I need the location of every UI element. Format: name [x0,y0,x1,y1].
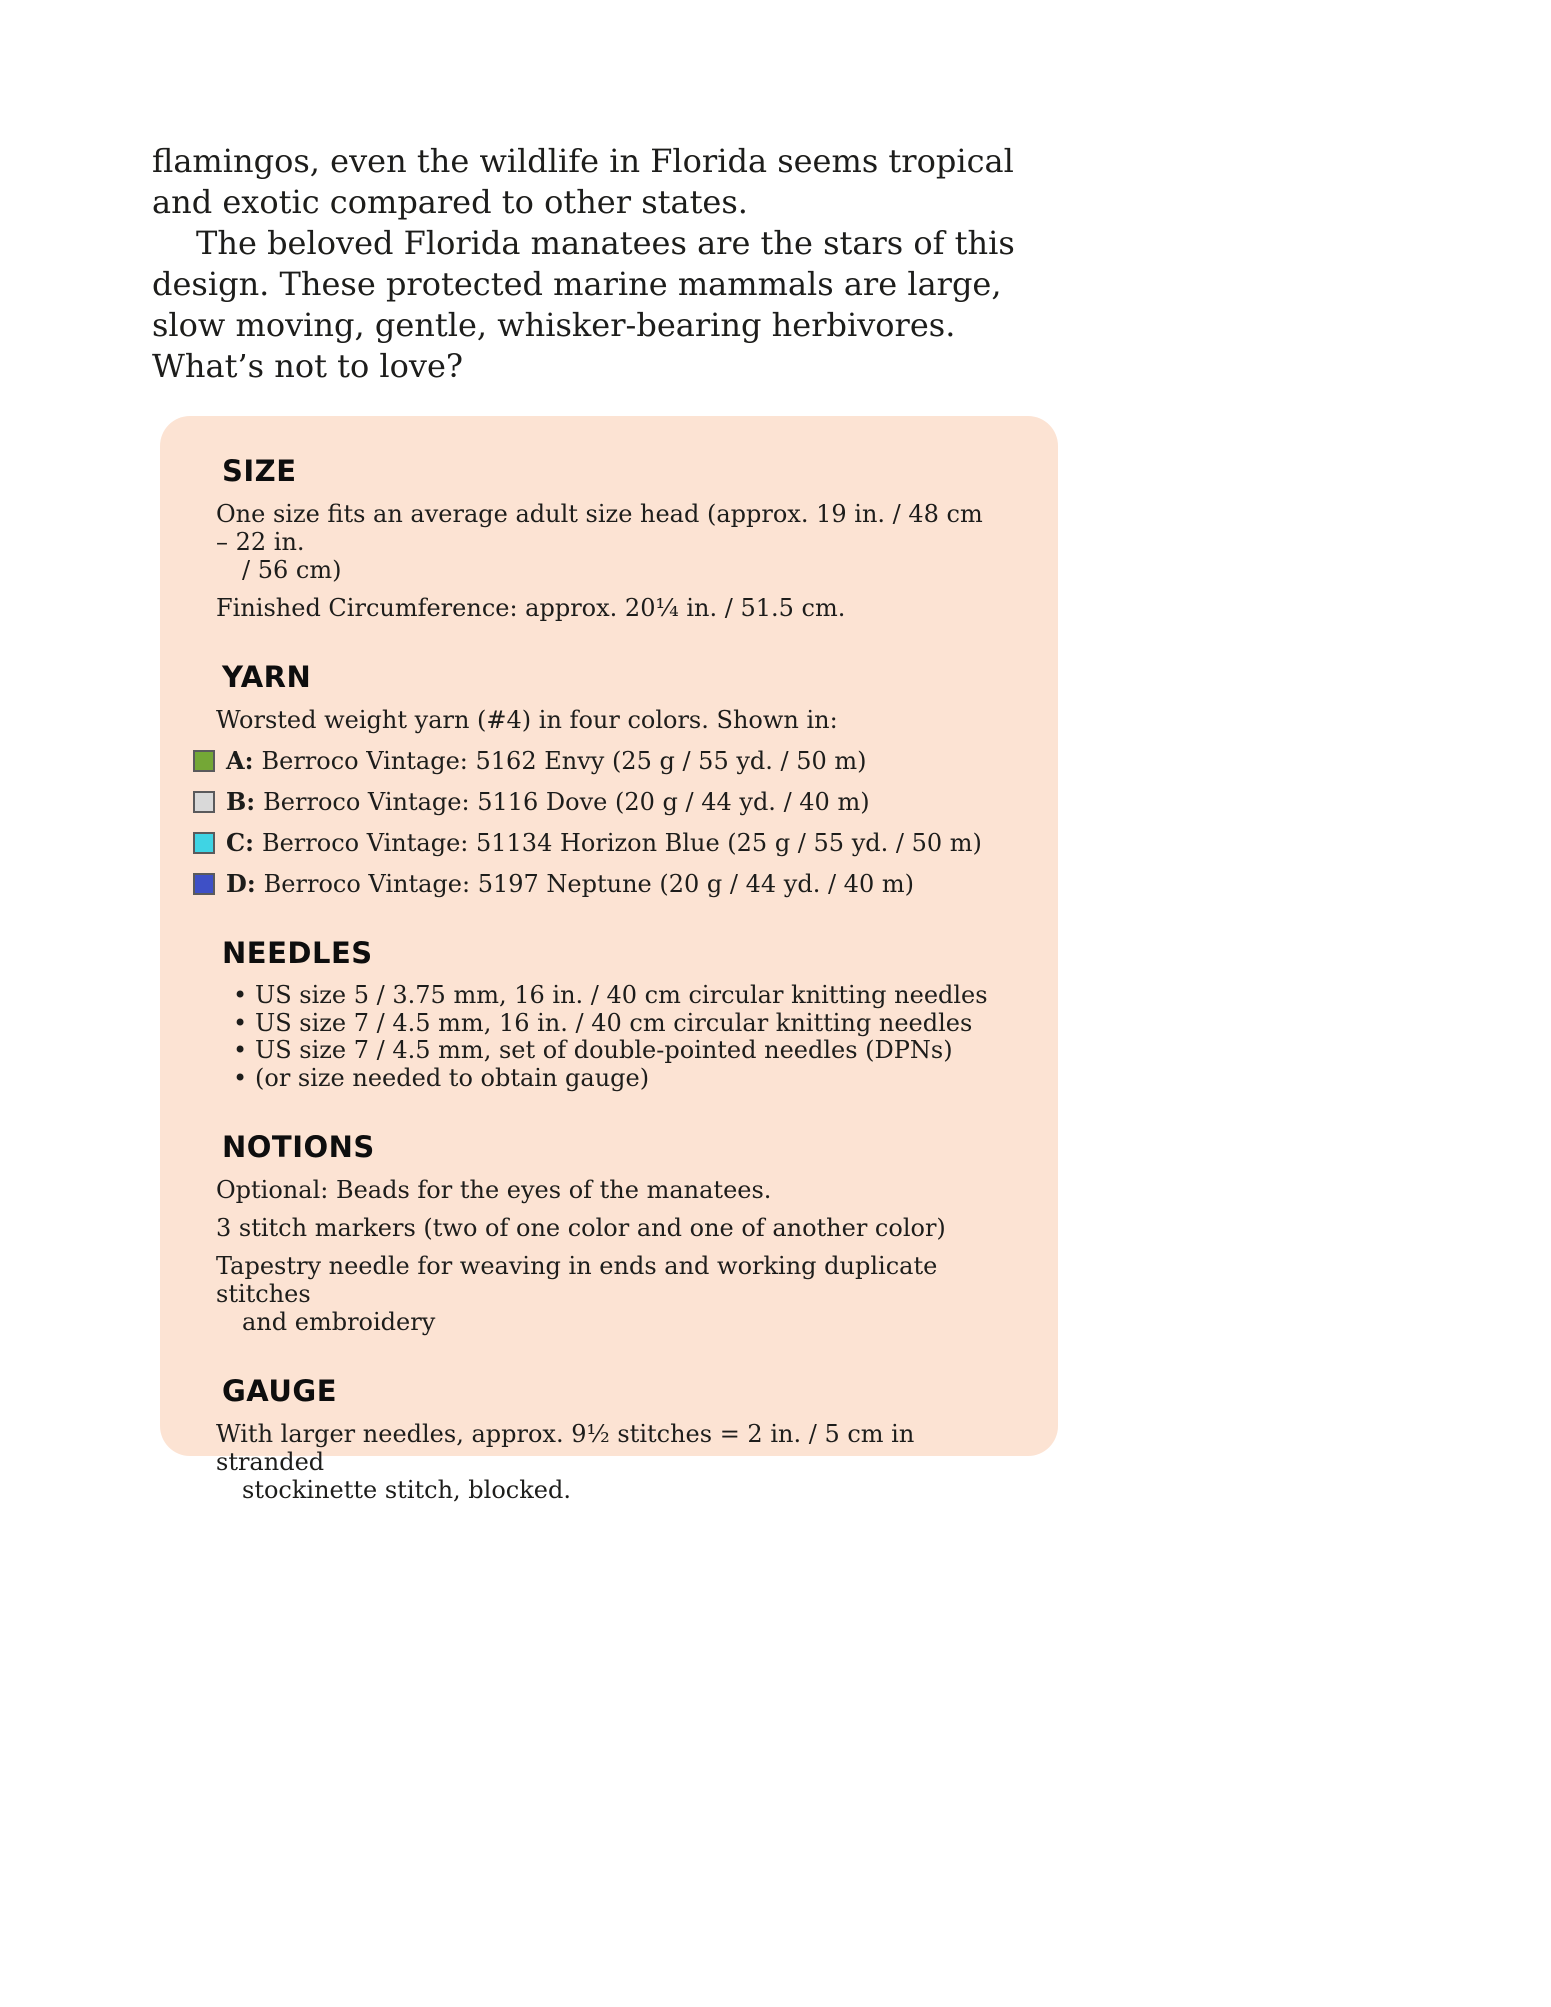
intro-para2-line4: What’s not to love? [152,347,464,385]
needles-list [216,982,1002,1092]
yarn-color-row-d [193,870,1002,898]
intro-para2-line3: slow moving, gentle, whisker-bearing herbivores. [152,306,956,344]
yarn-color-d-text [226,870,914,898]
yarn-color-row-a [193,747,1002,775]
gauge-text-line1: With larger needles, approx. 9½ stitches = 2 in. / 5 cm in stranded [216,1420,915,1476]
notions-item-3-line2: and embroidery [242,1308,436,1336]
size-fit-line2: / 56 cm) [242,556,342,584]
yarn-desc-d: Berroco Vintage: 5197 Neptune (20 g / 44 yd. / 40 m) [263,870,914,898]
gauge-heading: GAUGE [222,1374,338,1408]
gauge-text-line2: stockinette stitch, blocked. [242,1476,571,1504]
size-fit-line1: One size fits an average adult size head (approx. 19 in. / 48 cm – 22 in. [216,500,983,556]
yarn-intro-text: Worsted weight yarn (#4) in four colors. Shown in: [216,706,838,734]
yarn-swatch-b-icon [193,791,215,813]
intro-para2-line2: design. These protected marine mammals are large, [152,265,1002,303]
yarn-desc-b: Berroco Vintage: 5116 Dove (20 g / 44 yd. / 40 m) [263,788,870,816]
notions-heading: NOTIONS [222,1130,375,1164]
needles-item-3: • US size 7 / 4.5 mm, set of double-pointed needles (DPNs) [216,1037,1002,1065]
yarn-color-a-text [226,747,867,775]
intro-text [152,141,1132,387]
yarn-color-c-text [226,829,982,857]
notions-item-1: Optional: Beads for the eyes of the manatees. [216,1176,772,1204]
yarn-letter-c: C: [226,828,254,857]
yarn-letter-d: D: [226,869,256,898]
yarn-swatch-a-icon [193,750,215,772]
yarn-swatch-c-icon [193,832,215,854]
notions-item-3-line1: Tapestry needle for weaving in ends and working duplicate stitches [216,1252,938,1308]
yarn-heading: YARN [222,660,312,694]
yarn-desc-c: Berroco Vintage: 51134 Horizon Blue (25 g / 55 yd. / 50 m) [261,829,982,857]
intro-para1-line1: flamingos, even the wildlife in Florida seems tropical [152,142,1014,180]
yarn-letter-b: B: [226,787,256,816]
notions-item-2: 3 stitch markers (two of one color and one of another color) [216,1214,946,1242]
needles-item-2: • US size 7 / 4.5 mm, 16 in. / 40 cm circular knitting needles [216,1010,1002,1038]
intro-para2-line1: The beloved Florida manatees are the stars of this [196,224,1015,262]
yarn-desc-a: Berroco Vintage: 5162 Envy (25 g / 55 yd. / 50 m) [261,747,867,775]
yarn-color-row-b [193,788,1002,816]
yarn-swatch-d-icon [193,873,215,895]
pattern-info-box [160,416,1058,1504]
notions-item-3 [216,1252,1002,1336]
size-fit-text [216,500,1002,584]
size-circumference-text: Finished Circumference: approx. 20¼ in. / 51.5 cm. [216,594,846,622]
size-heading: SIZE [222,454,297,488]
intro-para1-line2: and exotic compared to other states. [152,183,748,221]
needles-heading: NEEDLES [222,936,373,970]
yarn-color-row-c [193,829,1002,857]
gauge-text [216,1420,1002,1504]
yarn-color-b-text [226,788,870,816]
needles-item-4: • (or size needed to obtain gauge) [216,1065,1002,1093]
yarn-letter-a: A: [226,746,254,775]
needles-item-1: • US size 5 / 3.75 mm, 16 in. / 40 cm circular knitting needles [216,982,1002,1010]
